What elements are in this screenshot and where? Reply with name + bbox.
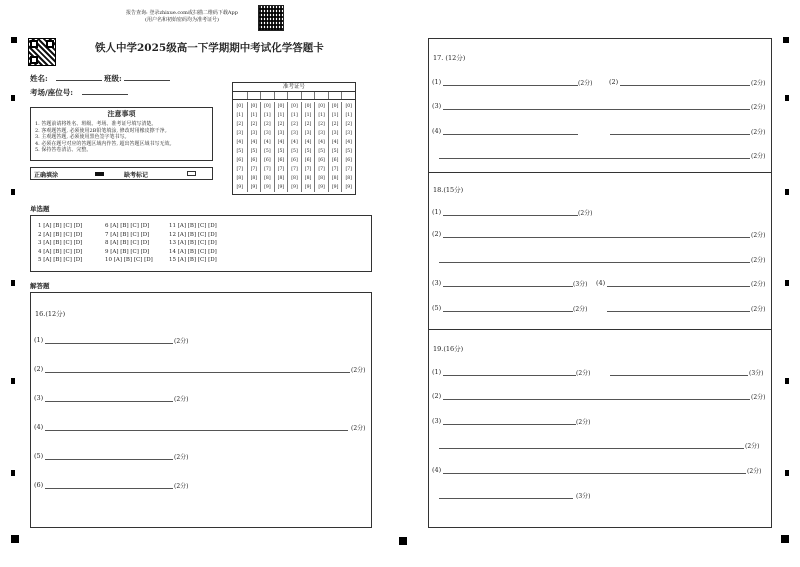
exam-id-bubble[interactable]: [2] xyxy=(318,122,325,127)
exam-id-bubble[interactable]: [2] xyxy=(331,122,339,127)
exam-id-bubble[interactable]: [7] xyxy=(304,167,312,172)
q17-answer-line-2[interactable] xyxy=(620,85,750,86)
exam-id-bubble[interactable]: [8] xyxy=(264,176,271,181)
exam-id-bubble[interactable]: [3] xyxy=(291,131,298,136)
position-mark-bl xyxy=(11,535,19,543)
choice-col-3 xyxy=(169,222,217,265)
exam-id-bubble[interactable]: [9] xyxy=(331,185,339,190)
exam-id-bubble[interactable]: [8] xyxy=(236,176,244,181)
q16-answer-line-4[interactable] xyxy=(45,430,348,431)
exam-id-bubble[interactable]: [0] xyxy=(291,104,298,109)
exam-id-bubble[interactable]: [5] xyxy=(264,149,271,154)
q17-label-3: (3) xyxy=(432,102,442,110)
exam-id-column xyxy=(328,102,342,192)
q16-label-4: (4) xyxy=(34,423,44,431)
q18-answer-line-5[interactable] xyxy=(607,286,750,287)
choice-item[interactable]: 10 [A] [B] [C] [D] xyxy=(105,257,153,263)
q17-label-1: (1) xyxy=(432,78,442,86)
q16-score-3: (2分) xyxy=(174,396,189,403)
notes-item: 2. 客观题答题, 必须使用2B铅笔填涂, 修改时用橡皮擦干净。 xyxy=(35,127,170,134)
q19-score-1: (2分) xyxy=(576,370,591,377)
class-field[interactable] xyxy=(124,73,170,81)
exam-id-bubble[interactable]: [6] xyxy=(331,158,339,163)
q16-answer-line-5[interactable] xyxy=(45,459,173,460)
q18-q19-divider xyxy=(429,329,771,330)
q18-label-3: (3) xyxy=(432,279,442,287)
q18-score-1: (2分) xyxy=(578,210,593,217)
q19-label-4: (4) xyxy=(432,466,442,474)
exam-id-bubble[interactable]: [5] xyxy=(277,149,285,154)
choice-col-2 xyxy=(105,222,153,265)
q16-answer-line-3[interactable] xyxy=(45,401,173,402)
exam-id-bubble[interactable]: [4] xyxy=(345,140,352,145)
q16-box xyxy=(30,292,372,528)
exam-id-bubble[interactable]: [6] xyxy=(236,158,244,163)
notes-item: 1. 答题前请将姓名、班级、考场、准考证号填写清楚。 xyxy=(35,121,157,127)
exam-id-bubble[interactable]: [0] xyxy=(236,104,244,109)
exam-id-column xyxy=(260,102,274,192)
exam-id-bubble[interactable]: [7] xyxy=(236,167,244,172)
exam-id-bubble[interactable]: [7] xyxy=(264,167,271,172)
exam-id-bubble[interactable]: [0] xyxy=(264,104,271,109)
exam-id-column xyxy=(341,102,355,192)
choice-col-1 xyxy=(38,222,82,265)
exam-id-bubble[interactable]: [3] xyxy=(345,131,352,136)
q17-q18-divider xyxy=(429,172,771,173)
exam-id-bubble[interactable]: [8] xyxy=(291,176,298,181)
exam-id-bubble[interactable]: [0] xyxy=(345,104,352,109)
notes-box xyxy=(30,107,213,161)
class-label: 班级: xyxy=(104,74,122,83)
answer-section-title: 解答题 xyxy=(30,282,50,290)
exam-id-column xyxy=(233,102,247,192)
exam-id-bubble[interactable]: [2] xyxy=(277,122,285,127)
choice-item[interactable]: 6 [A] [B] [C] [D] xyxy=(105,223,150,229)
exam-id-bubble[interactable]: [3] xyxy=(250,131,258,136)
exam-id-bubble[interactable]: [1] xyxy=(345,113,352,118)
exam-id-bubble[interactable]: [4] xyxy=(236,140,244,145)
q18-label-5: (5) xyxy=(432,304,442,312)
choice-item[interactable]: 8 [A] [B] [C] [D] xyxy=(105,240,150,246)
q16-label-3: (3) xyxy=(34,394,44,402)
q18-label-2: (2) xyxy=(432,230,442,238)
exam-id-bubble[interactable]: [3] xyxy=(277,131,285,136)
q17-title: 17. (12分) xyxy=(433,54,466,62)
choice-item[interactable]: 13 [A] [B] [C] [D] xyxy=(169,240,217,246)
q18-score-6: (2分) xyxy=(573,306,588,313)
exam-id-bubble[interactable]: [2] xyxy=(250,122,258,127)
position-mark-r5 xyxy=(785,470,789,476)
right-answer-box xyxy=(428,38,772,528)
page-title: 铁人中学2025级高一下学期期中考试化学答题卡 xyxy=(95,42,324,54)
q19-answer-line-2[interactable] xyxy=(610,375,748,376)
choice-item[interactable]: 11 [A] [B] [C] [D] xyxy=(169,223,217,229)
q19-score-5: (2分) xyxy=(745,443,760,450)
choice-box xyxy=(30,215,372,272)
q18-title: 18.(15分) xyxy=(433,186,464,194)
exam-id-bubble[interactable]: [5] xyxy=(318,149,325,154)
name-label: 姓名: xyxy=(30,74,48,83)
choice-item[interactable]: 5 [A] [B] [C] [D] xyxy=(38,257,83,263)
exam-id-bubble[interactable]: [2] xyxy=(345,122,352,127)
exam-id-bubble[interactable]: [5] xyxy=(250,149,258,154)
q17-label-2: (2) xyxy=(609,78,619,86)
choice-item[interactable]: 4 [A] [B] [C] [D] xyxy=(38,248,83,255)
exam-id-bubble[interactable]: [0] xyxy=(304,104,312,109)
q17-score-2: (2分) xyxy=(751,80,766,87)
position-mark-r1 xyxy=(785,95,789,101)
seat-label: 考场/座位号: xyxy=(30,88,74,97)
exam-id-bubble-grid[interactable] xyxy=(233,100,355,192)
choice-item[interactable]: 14 [A] [B] [C] [D] xyxy=(169,248,217,255)
exam-id-bubble[interactable]: [8] xyxy=(345,176,352,181)
exam-id-bubble[interactable]: [5] xyxy=(236,149,244,154)
position-mark-l4 xyxy=(11,378,15,384)
exam-id-bubble[interactable]: [4] xyxy=(250,140,258,145)
exam-id-bubble[interactable]: [6] xyxy=(318,158,325,163)
exam-id-bubble[interactable]: [4] xyxy=(331,140,339,145)
position-mark-l2 xyxy=(11,189,15,195)
exam-id-bubble[interactable]: [0] xyxy=(250,104,258,109)
q19-answer-line-3[interactable] xyxy=(443,399,750,400)
choice-item[interactable]: 15 [A] [B] [C] [D] xyxy=(169,257,217,263)
exam-id-bubble[interactable]: [0] xyxy=(318,104,325,109)
report-notice-line1: 报告查询: 登录zhixue.com或扫描二维码下载App xyxy=(126,10,238,16)
exam-id-entry-row[interactable] xyxy=(233,92,355,100)
exam-id-bubble[interactable]: [1] xyxy=(236,113,244,118)
exam-id-bubble[interactable]: [0] xyxy=(277,104,285,109)
exam-id-bubble[interactable]: [4] xyxy=(277,140,285,145)
q19-score-3: (2分) xyxy=(751,394,766,401)
correct-fill-mark-icon xyxy=(95,172,104,176)
q18-score-4: (3分) xyxy=(573,281,588,288)
exam-id-bubble[interactable]: [2] xyxy=(304,122,312,127)
q16-score-2: (2分) xyxy=(351,367,366,374)
exam-id-bubble[interactable]: [1] xyxy=(277,113,285,118)
exam-id-bubble[interactable]: [3] xyxy=(318,131,325,136)
exam-id-bubble[interactable]: [1] xyxy=(264,113,271,118)
exam-id-bubble[interactable]: [6] xyxy=(264,158,271,163)
q18-score-5: (2分) xyxy=(751,281,766,288)
q19-answer-line-1[interactable] xyxy=(443,375,576,376)
report-notice-line2: (用户名和初始密码均为准考证号) xyxy=(145,16,219,23)
exam-id-bubble[interactable]: [5] xyxy=(331,149,339,154)
position-mark-l3 xyxy=(11,280,15,286)
choice-item[interactable]: 2 [A] [B] [C] [D] xyxy=(38,231,83,238)
exam-id-bubble[interactable]: [0] xyxy=(331,104,339,109)
q18-answer-line-2[interactable] xyxy=(443,237,750,238)
choice-item[interactable]: 7 [A] [B] [C] [D] xyxy=(105,231,150,238)
q17-score-4: (2分) xyxy=(751,129,766,136)
exam-id-bubble[interactable]: [8] xyxy=(331,176,339,181)
position-mark-r3 xyxy=(785,280,789,286)
position-mark-l5 xyxy=(11,470,15,476)
exam-id-bubble[interactable]: [7] xyxy=(345,167,352,172)
q16-score-6: (2分) xyxy=(174,483,189,490)
position-mark-tl xyxy=(11,37,17,43)
exam-id-box xyxy=(232,82,356,195)
exam-id-bubble[interactable]: [5] xyxy=(291,149,298,154)
exam-id-bubble[interactable]: [6] xyxy=(304,158,312,163)
exam-id-bubble[interactable]: [7] xyxy=(318,167,325,172)
absent-mark-box[interactable] xyxy=(187,171,196,176)
q17-score-3: (2分) xyxy=(751,104,766,111)
q16-answer-line-1[interactable] xyxy=(45,343,173,344)
q18-answer-line-7[interactable] xyxy=(607,311,750,312)
exam-id-bubble[interactable]: [9] xyxy=(236,185,244,190)
notes-item: 3. 主观题答题, 必须使用黑色签字笔书写。 xyxy=(35,134,130,140)
exam-id-bubble[interactable]: [1] xyxy=(318,113,325,118)
q16-label-5: (5) xyxy=(34,452,44,460)
exam-id-column xyxy=(287,102,301,192)
notes-item: 5. 保持答卷清洁、完整。 xyxy=(35,147,92,153)
exam-id-bubble[interactable]: [7] xyxy=(331,167,339,172)
q19-title: 19.(16分) xyxy=(433,345,464,353)
exam-id-column xyxy=(274,102,288,192)
q18-answer-line-1[interactable] xyxy=(443,215,578,216)
q19-score-6: (2分) xyxy=(747,468,762,475)
q16-label-2: (2) xyxy=(34,365,44,373)
q18-score-3: (2分) xyxy=(751,257,766,264)
q19-answer-line-5[interactable] xyxy=(439,448,744,449)
exam-id-bubble[interactable]: [8] xyxy=(304,176,312,181)
exam-id-bubble[interactable]: [8] xyxy=(277,176,285,181)
exam-id-bubble[interactable]: [9] xyxy=(250,185,258,190)
notes-item: 4. 必须在题号对应的答题区域内作答, 超出答题区域书写无效。 xyxy=(35,140,175,147)
exam-id-bubble[interactable]: [4] xyxy=(318,140,325,145)
exam-id-bubble[interactable]: [2] xyxy=(236,122,244,127)
position-mark-l1 xyxy=(11,95,15,101)
exam-id-bubble[interactable]: [3] xyxy=(304,131,312,136)
exam-id-bubble[interactable]: [6] xyxy=(277,158,285,163)
fill-example-box xyxy=(30,167,213,180)
exam-id-bubble[interactable]: [3] xyxy=(331,131,339,136)
seat-field[interactable] xyxy=(82,87,128,95)
exam-id-bubble[interactable]: [4] xyxy=(291,140,298,145)
absent-mark-label: 缺考标记 xyxy=(124,172,149,179)
q17-answer-line-3[interactable] xyxy=(443,109,750,110)
q17-label-4: (4) xyxy=(432,127,442,135)
q19-label-2: (2) xyxy=(432,392,442,400)
exam-id-bubble[interactable]: [8] xyxy=(318,176,325,181)
exam-id-bubble[interactable]: [2] xyxy=(264,122,271,127)
position-mark-tr xyxy=(783,37,789,43)
q19-score-4: (2分) xyxy=(576,419,591,426)
q18-score-7: (2分) xyxy=(751,306,766,313)
choice-item[interactable]: 12 [A] [B] [C] [D] xyxy=(169,231,217,238)
q19-score-7: (3分) xyxy=(576,493,591,500)
exam-id-bubble[interactable]: [4] xyxy=(304,140,312,145)
q18-answer-line-4[interactable] xyxy=(443,286,573,287)
exam-id-bubble[interactable]: [9] xyxy=(291,185,298,190)
correct-fill-label: 正确填涂 xyxy=(34,172,59,179)
q18-score-2: (2分) xyxy=(751,232,766,239)
q19-answer-line-7[interactable] xyxy=(439,498,573,499)
exam-id-bubble[interactable]: [1] xyxy=(331,113,339,118)
exam-id-bubble[interactable]: [6] xyxy=(250,158,258,163)
q18-answer-line-3[interactable] xyxy=(439,262,750,263)
name-field[interactable] xyxy=(56,73,102,81)
exam-id-column xyxy=(314,102,328,192)
q19-label-1: (1) xyxy=(432,368,442,376)
q19-answer-line-6[interactable] xyxy=(443,473,746,474)
q17-answer-line-4a[interactable] xyxy=(443,134,578,135)
exam-id-bubble[interactable]: [8] xyxy=(250,176,258,181)
report-notice xyxy=(112,10,252,23)
q16-score-1: (2分) xyxy=(174,338,189,345)
exam-id-bubble[interactable]: [4] xyxy=(264,140,271,145)
exam-id-title: 准考证号 xyxy=(233,83,355,92)
exam-id-bubble[interactable]: [1] xyxy=(250,113,258,118)
q17-answer-line-1[interactable] xyxy=(443,85,578,86)
q18-label-1: (1) xyxy=(432,208,442,216)
q17-answer-line-5[interactable] xyxy=(439,158,750,159)
exam-id-bubble[interactable]: [9] xyxy=(345,185,352,190)
q17-score-1: (2分) xyxy=(578,80,593,87)
choice-item[interactable]: 3 [A] [B] [C] [D] xyxy=(38,240,83,246)
exam-id-bubble[interactable]: [9] xyxy=(277,185,285,190)
q19-answer-line-4[interactable] xyxy=(443,424,576,425)
exam-id-bubble[interactable]: [5] xyxy=(304,149,312,154)
q16-label-1: (1) xyxy=(34,336,44,344)
exam-id-bubble[interactable]: [7] xyxy=(277,167,285,172)
q16-answer-line-2[interactable] xyxy=(45,372,350,373)
position-mark-bottom xyxy=(399,537,407,545)
exam-id-bubble[interactable]: [9] xyxy=(318,185,325,190)
q16-label-6: (6) xyxy=(34,481,44,489)
q19-label-3: (3) xyxy=(432,417,442,425)
q16-score-4: (2分) xyxy=(351,425,366,432)
exam-id-bubble[interactable]: [1] xyxy=(291,113,298,118)
q16-title: 16.(12分) xyxy=(35,310,66,318)
q17-score-5: (2分) xyxy=(751,153,766,160)
exam-id-bubble[interactable]: [2] xyxy=(291,122,298,127)
exam-id-bubble[interactable]: [6] xyxy=(345,158,352,163)
exam-id-column xyxy=(247,102,261,192)
position-mark-r4 xyxy=(785,378,789,384)
choice-item[interactable]: 9 [A] [B] [C] [D] xyxy=(105,248,150,255)
q18-label-4: (4) xyxy=(596,279,606,287)
sheet-qr-code-icon xyxy=(28,38,56,66)
exam-id-column xyxy=(301,102,315,192)
exam-id-bubble[interactable]: [9] xyxy=(304,185,312,190)
q17-answer-line-4b[interactable] xyxy=(610,134,750,135)
q16-score-5: (2分) xyxy=(174,454,189,461)
exam-id-bubble[interactable]: [7] xyxy=(291,167,298,172)
choice-section-title: 单选题 xyxy=(30,205,50,213)
q19-score-2: (3分) xyxy=(749,370,764,377)
choice-item[interactable]: 1 [A] [B] [C] [D] xyxy=(38,223,83,229)
exam-id-bubble[interactable]: [7] xyxy=(250,167,258,172)
exam-id-bubble[interactable]: [3] xyxy=(236,131,244,136)
position-mark-r2 xyxy=(785,189,789,195)
exam-id-bubble[interactable]: [9] xyxy=(264,185,271,190)
position-mark-br xyxy=(781,535,789,543)
q16-answer-line-6[interactable] xyxy=(45,488,173,489)
exam-id-bubble[interactable]: [6] xyxy=(291,158,298,163)
q18-answer-line-6[interactable] xyxy=(443,311,573,312)
exam-id-bubble[interactable]: [1] xyxy=(304,113,312,118)
app-qr-code-icon[interactable] xyxy=(258,5,284,31)
notes-title: 注意事项 xyxy=(107,109,136,118)
exam-id-bubble[interactable]: [3] xyxy=(264,131,271,136)
exam-id-bubble[interactable]: [5] xyxy=(345,149,352,154)
